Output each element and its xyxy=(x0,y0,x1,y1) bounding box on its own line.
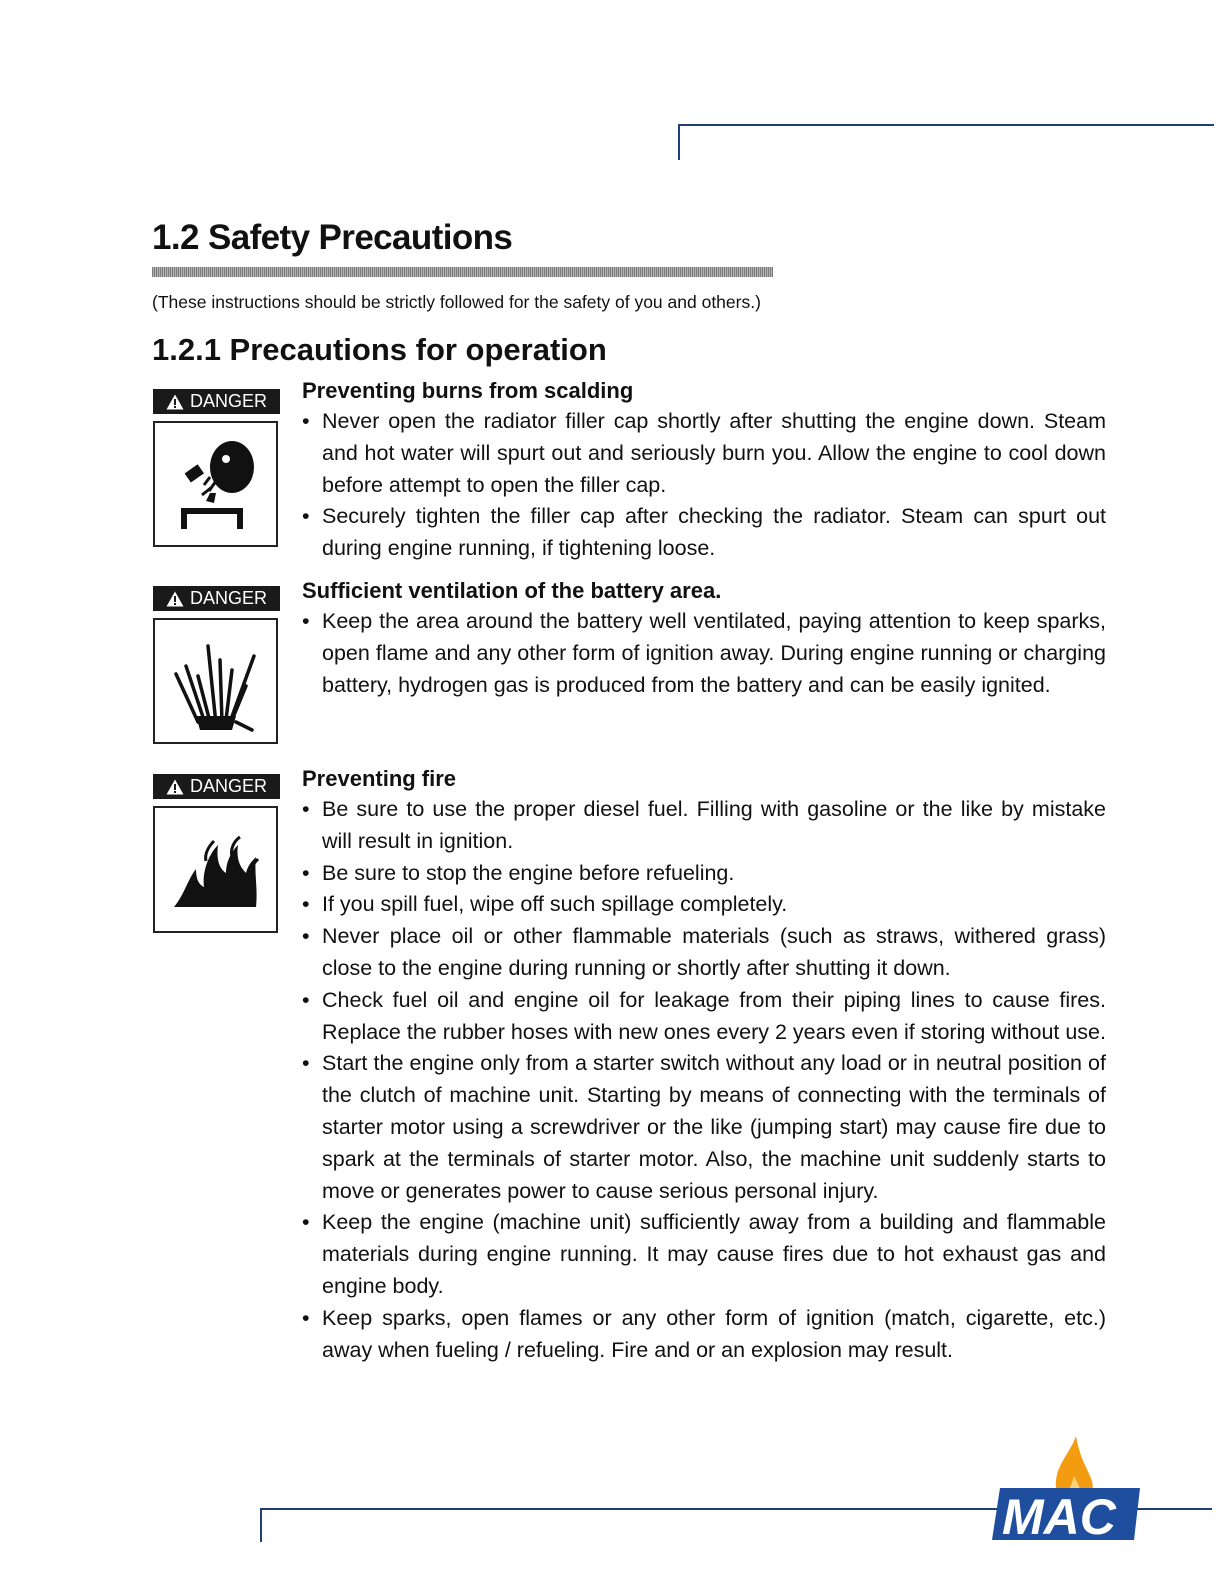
danger-badge-label: DANGER xyxy=(189,588,267,608)
bullet-item: • Check fuel oil and engine oil for leakage from their piping lines to cause fires. Replace the rubber hoses with new ones every 2 years even if storing without use. xyxy=(302,985,1106,1049)
danger-badge xyxy=(153,586,280,611)
danger-badge-label: DANGER xyxy=(189,391,267,411)
block-scalding xyxy=(302,376,1106,565)
block-fire xyxy=(302,764,1106,1366)
logo-text: MAC xyxy=(1002,1489,1116,1545)
bullet-item: • Start the engine only from a starter switch without any load or in neutral position of the clutch of machine unit. Starting by means of connecting with the terminals of starter motor using a screwdriver or the like (jumping start) may cause fire due to spark at the terminals of starter motor. Also, the machine unit suddenly starts to move or generates power to cause serious personal injury. xyxy=(302,1048,1106,1207)
warning-triangle-icon xyxy=(166,779,184,795)
block-battery-ventilation xyxy=(302,576,1106,701)
fire-icon xyxy=(153,806,278,933)
explosion-icon xyxy=(153,618,278,744)
block-heading: Preventing burns from scalding xyxy=(302,378,634,403)
top-rule xyxy=(678,124,1214,126)
bullet-item: • Keep the area around the battery well ventilated, paying attention to keep sparks, open flame and any other form of ignition away. During engine running or charging battery, hydrogen gas is produced from the battery and can be easily ignited. xyxy=(302,606,1106,701)
bottom-rule-tick xyxy=(260,1508,262,1542)
scalding-radiator-icon xyxy=(153,421,278,547)
section-title: 1.2 Safety Precautions xyxy=(152,218,513,257)
logo-trademark: TM xyxy=(1124,1535,1135,1542)
bullet-item: • Keep the engine (machine unit) sufficiently away from a building and flammable materials during engine running. It may cause fires due to hot exhaust gas and engine body. xyxy=(302,1207,1106,1302)
block-heading: Sufficient ventilation of the battery area. xyxy=(302,578,722,603)
safety-note: (These instructions should be strictly followed for the safety of you and others.) xyxy=(152,292,761,312)
bullet-item: • Never place oil or other flammable materials (such as straws, withered grass) close to the engine during running or shortly after shutting it down. xyxy=(302,921,1106,985)
top-rule-tick xyxy=(678,124,680,160)
bullet-item: • If you spill fuel, wipe off such spillage completely. xyxy=(302,889,1106,921)
danger-badge-label: DANGER xyxy=(189,776,267,796)
bullet-item: • Keep sparks, open flames or any other form of ignition (match, cigarette, etc.) away when fueling / refueling. Fire and or an explosion may result. xyxy=(302,1303,1106,1367)
bullet-item: • Never open the radiator filler cap shortly after shutting the engine down. Steam and hot water will spurt out and seriously burn you. Allow the engine to cool down before attempt to open the filler cap. xyxy=(302,406,1106,501)
warning-triangle-icon xyxy=(166,394,184,410)
title-underline-bar xyxy=(152,267,773,277)
bullet-item: • Be sure to stop the engine before refueling. xyxy=(302,858,1106,890)
danger-badge xyxy=(153,389,280,414)
danger-badge xyxy=(153,774,280,799)
warning-triangle-icon xyxy=(166,591,184,607)
block-heading: Preventing fire xyxy=(302,766,457,791)
mac-logo xyxy=(984,1436,1144,1548)
subsection-title: 1.2.1 Precautions for operation xyxy=(152,332,607,367)
bullet-item: • Be sure to use the proper diesel fuel. Filling with gasoline or the like by mistake will result in ignition. xyxy=(302,794,1106,858)
bullet-item: • Securely tighten the filler cap after checking the radiator. Steam can spurt out during engine running, if tightening loose. xyxy=(302,501,1106,565)
